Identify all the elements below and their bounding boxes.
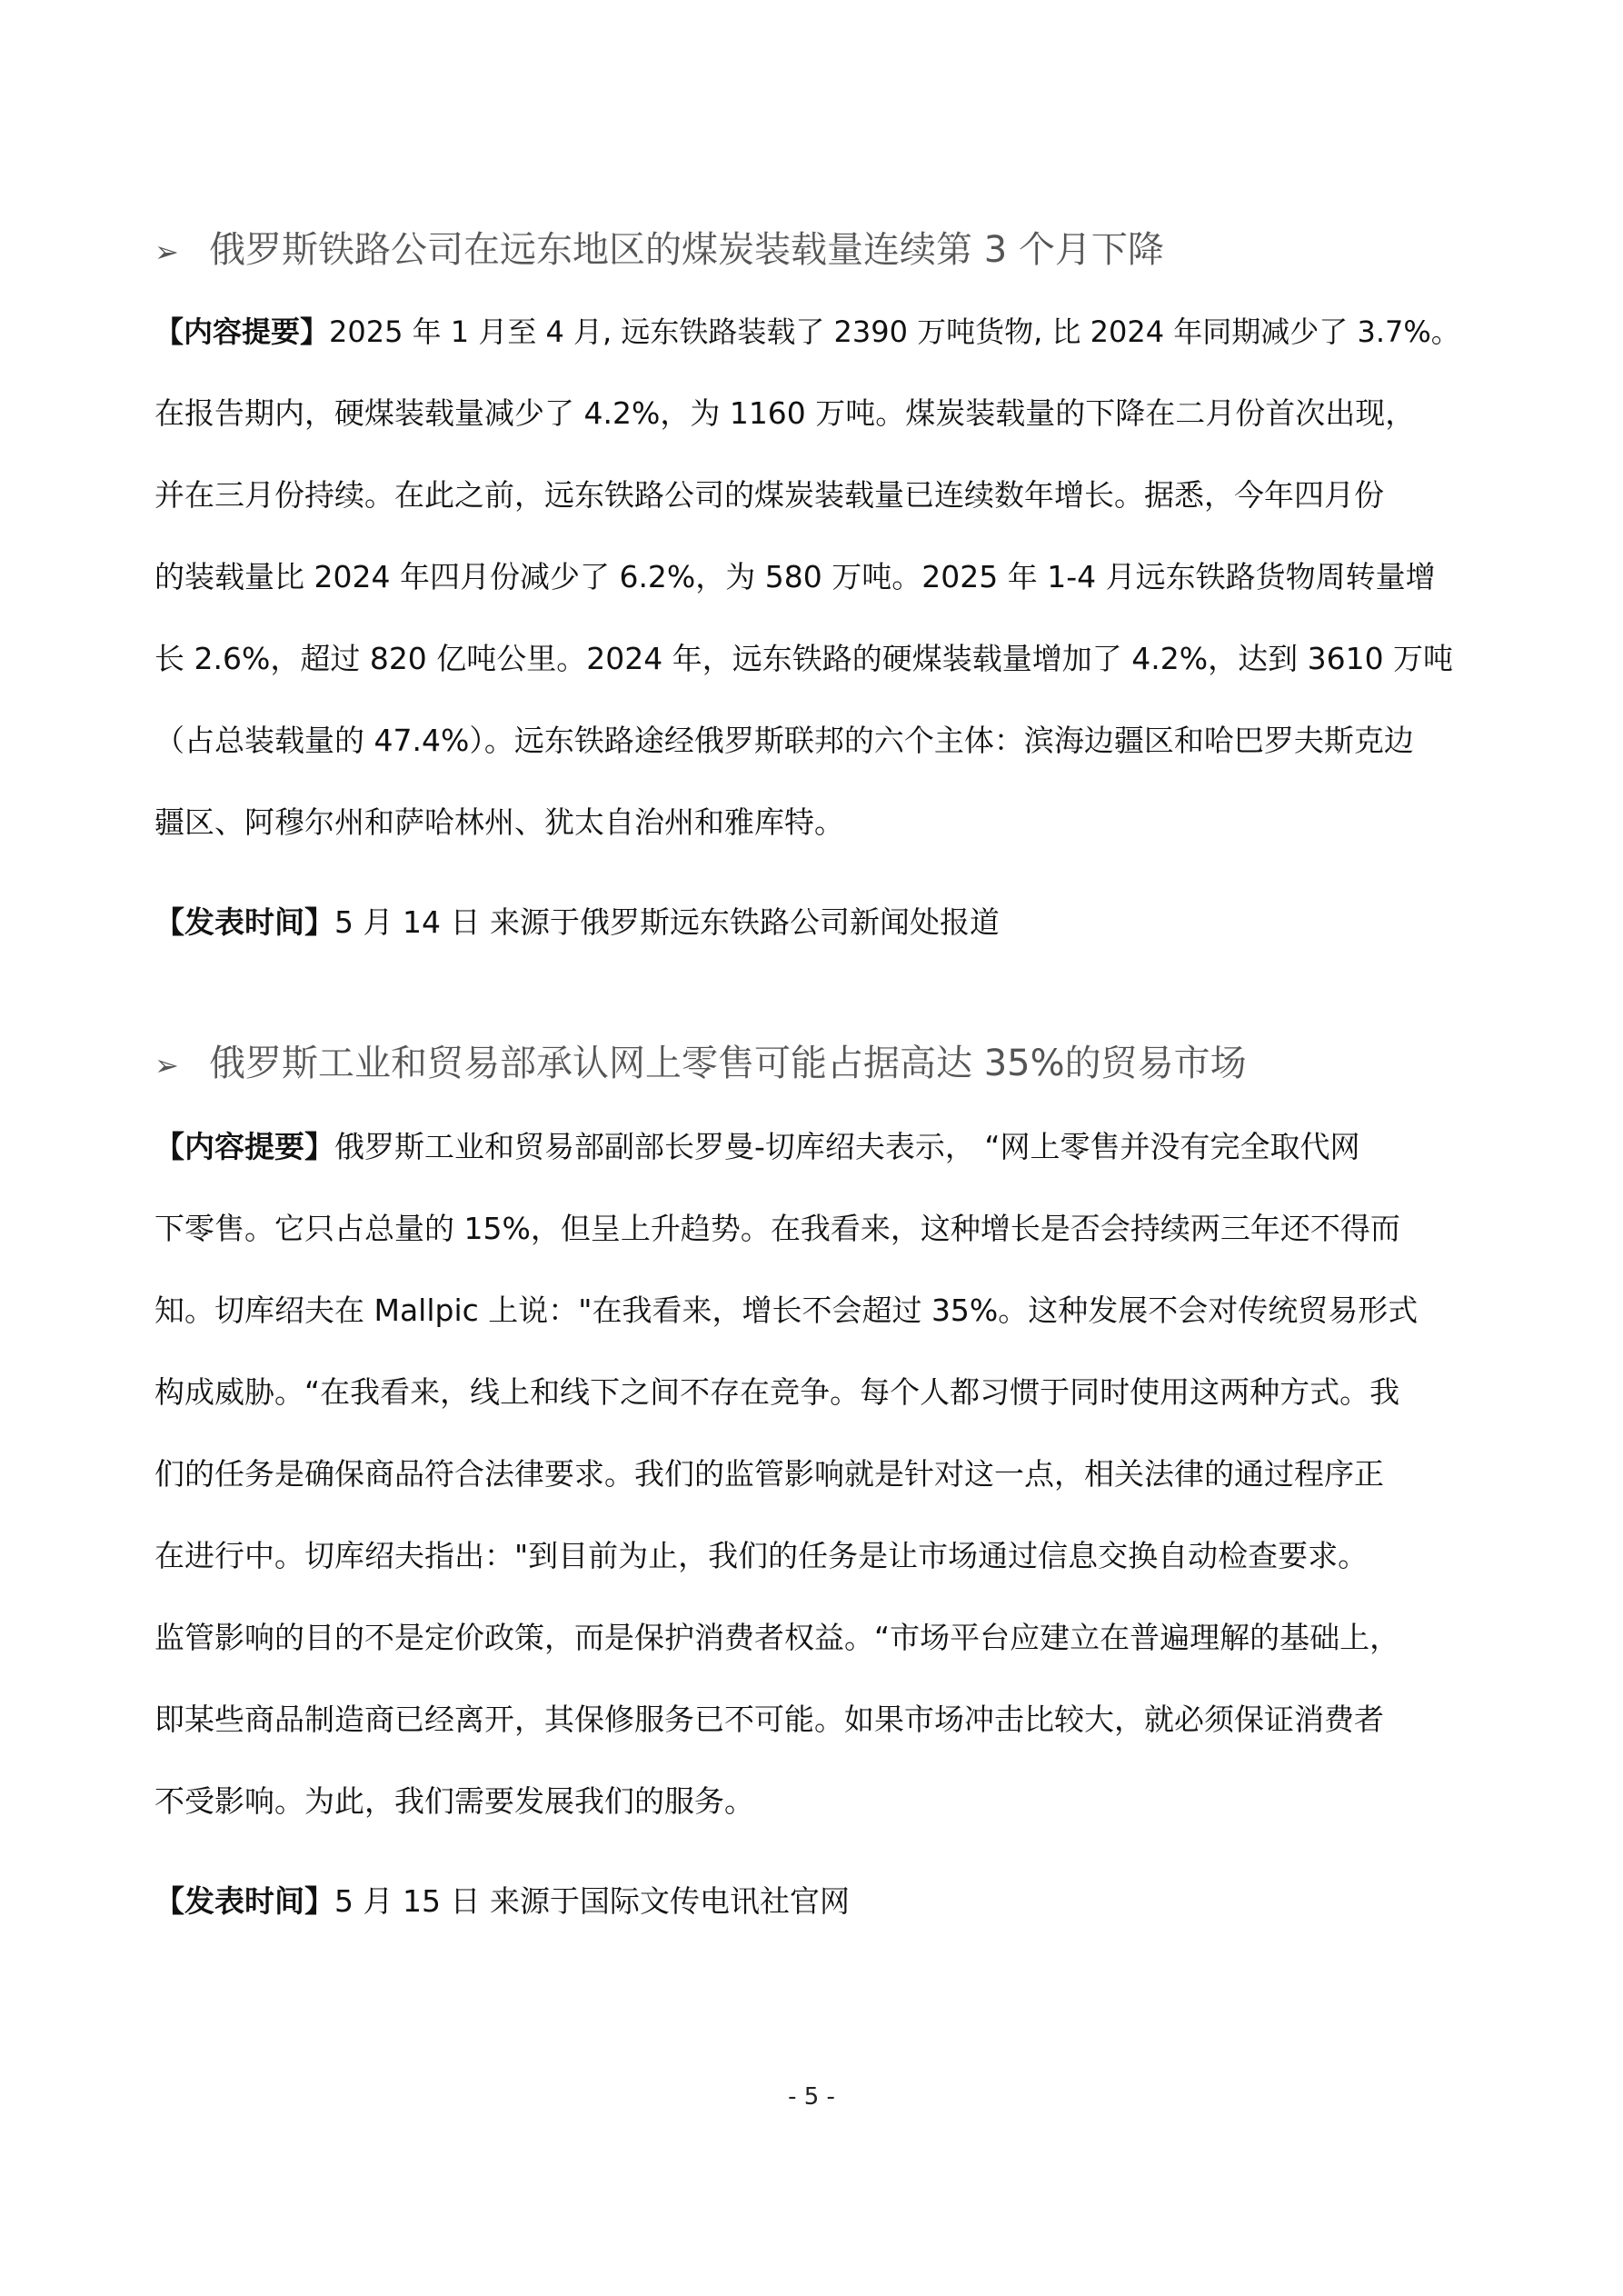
date-tag: 【发表时间】 — [154, 1883, 334, 1919]
summary-line: 构成威胁。“在我看来，线上和线下之间不存在竞争。每个人都习惯于同时使用这两种方式。我 — [154, 1374, 1400, 1410]
page-number: - 5 - — [788, 2083, 835, 2111]
summary-tag: 【内容提要】 — [154, 314, 330, 349]
article-title: 俄罗斯工业和贸易部承认网上零售可能占据高达 35%的贸易市场 — [209, 1043, 1247, 1084]
summary-line — [154, 1124, 1360, 1170]
summary-text: 俄罗斯工业和贸易部副部长罗曼-切库绍夫表示， “网上零售并没有完全取代网 — [334, 1129, 1360, 1164]
summary-line: 在报告期内，硬煤装载量减少了 4.2%，为 1160 万吨。煤炭装载量的下降在二月份首次出现， — [154, 395, 1416, 431]
summary-text: 2025 年 1 月至 4 月, 远东铁路装载了 2390 万吨货物, 比 2024 年同期减少了 3.7%。 — [329, 314, 1460, 349]
summary-line: 们的任务是确保商品符合法律要求。我们的监管影响就是针对这一点，相关法律的通过程序正 — [154, 1456, 1384, 1492]
article-heading — [154, 1036, 1247, 1091]
publish-line — [154, 900, 1000, 945]
summary-line: 监管影响的目的不是定价政策，而是保护消费者权益。“市场平台应建立在普遍理解的基础上， — [154, 1620, 1400, 1655]
summary-line: 在进行中。切库绍夫指出："到目前为止，我们的任务是让市场通过信息交换自动检查要求。 — [154, 1538, 1369, 1573]
date-tag: 【发表时间】 — [154, 904, 334, 940]
publish-line — [154, 1879, 850, 1924]
summary-line: 的装载量比 2024 年四月份减少了 6.2%，为 580 万吨。2025 年 1-4 月远东铁路货物周转量增 — [154, 559, 1436, 594]
summary-line: 下零售。它只占总量的 15%，但呈上升趋势。在我看来，这种增长是否会持续两三年还不得而 — [154, 1211, 1400, 1246]
summary-line — [154, 309, 1460, 354]
summary-tag: 【内容提要】 — [154, 1129, 334, 1164]
summary-line: 即某些商品制造商已经离开，其保修服务已不可能。如果市场冲击比较大，就必须保证消费者 — [154, 1702, 1384, 1737]
summary-line: 知。切库绍夫在 Mallpic 上说："在我看来，增长不会超过 35%。这种发展不会对传统贸易形式 — [154, 1293, 1419, 1328]
summary-line: 并在三月份持续。在此之前，远东铁路公司的煤炭装载量已连续数年增长。据悉，今年四月份 — [154, 477, 1384, 513]
date-text: 5 月 15 日 来源于国际文传电讯社官网 — [334, 1883, 850, 1919]
arrowhead-bullet-icon: ➢ — [154, 235, 179, 269]
summary-line: 长 2.6%，超过 820 亿吨公里。2024 年，远东铁路的硬煤装载量增加了 4.2%，达到 3610 万吨 — [154, 641, 1454, 676]
article-title: 俄罗斯铁路公司在远东地区的煤炭装载量连续第 3 个月下降 — [209, 229, 1164, 271]
article-heading — [154, 223, 1164, 277]
summary-line: （占总装载量的 47.4%）。远东铁路途经俄罗斯联邦的六个主体：滨海边疆区和哈巴罗夫斯克边 — [154, 723, 1414, 758]
arrowhead-bullet-icon: ➢ — [154, 1048, 179, 1083]
date-text: 5 月 14 日 来源于俄罗斯远东铁路公司新闻处报道 — [334, 904, 1000, 940]
summary-line: 疆区、阿穆尔州和萨哈林州、犹太自治州和雅库特。 — [154, 804, 844, 840]
summary-line: 不受影响。为此，我们需要发展我们的服务。 — [154, 1783, 754, 1819]
